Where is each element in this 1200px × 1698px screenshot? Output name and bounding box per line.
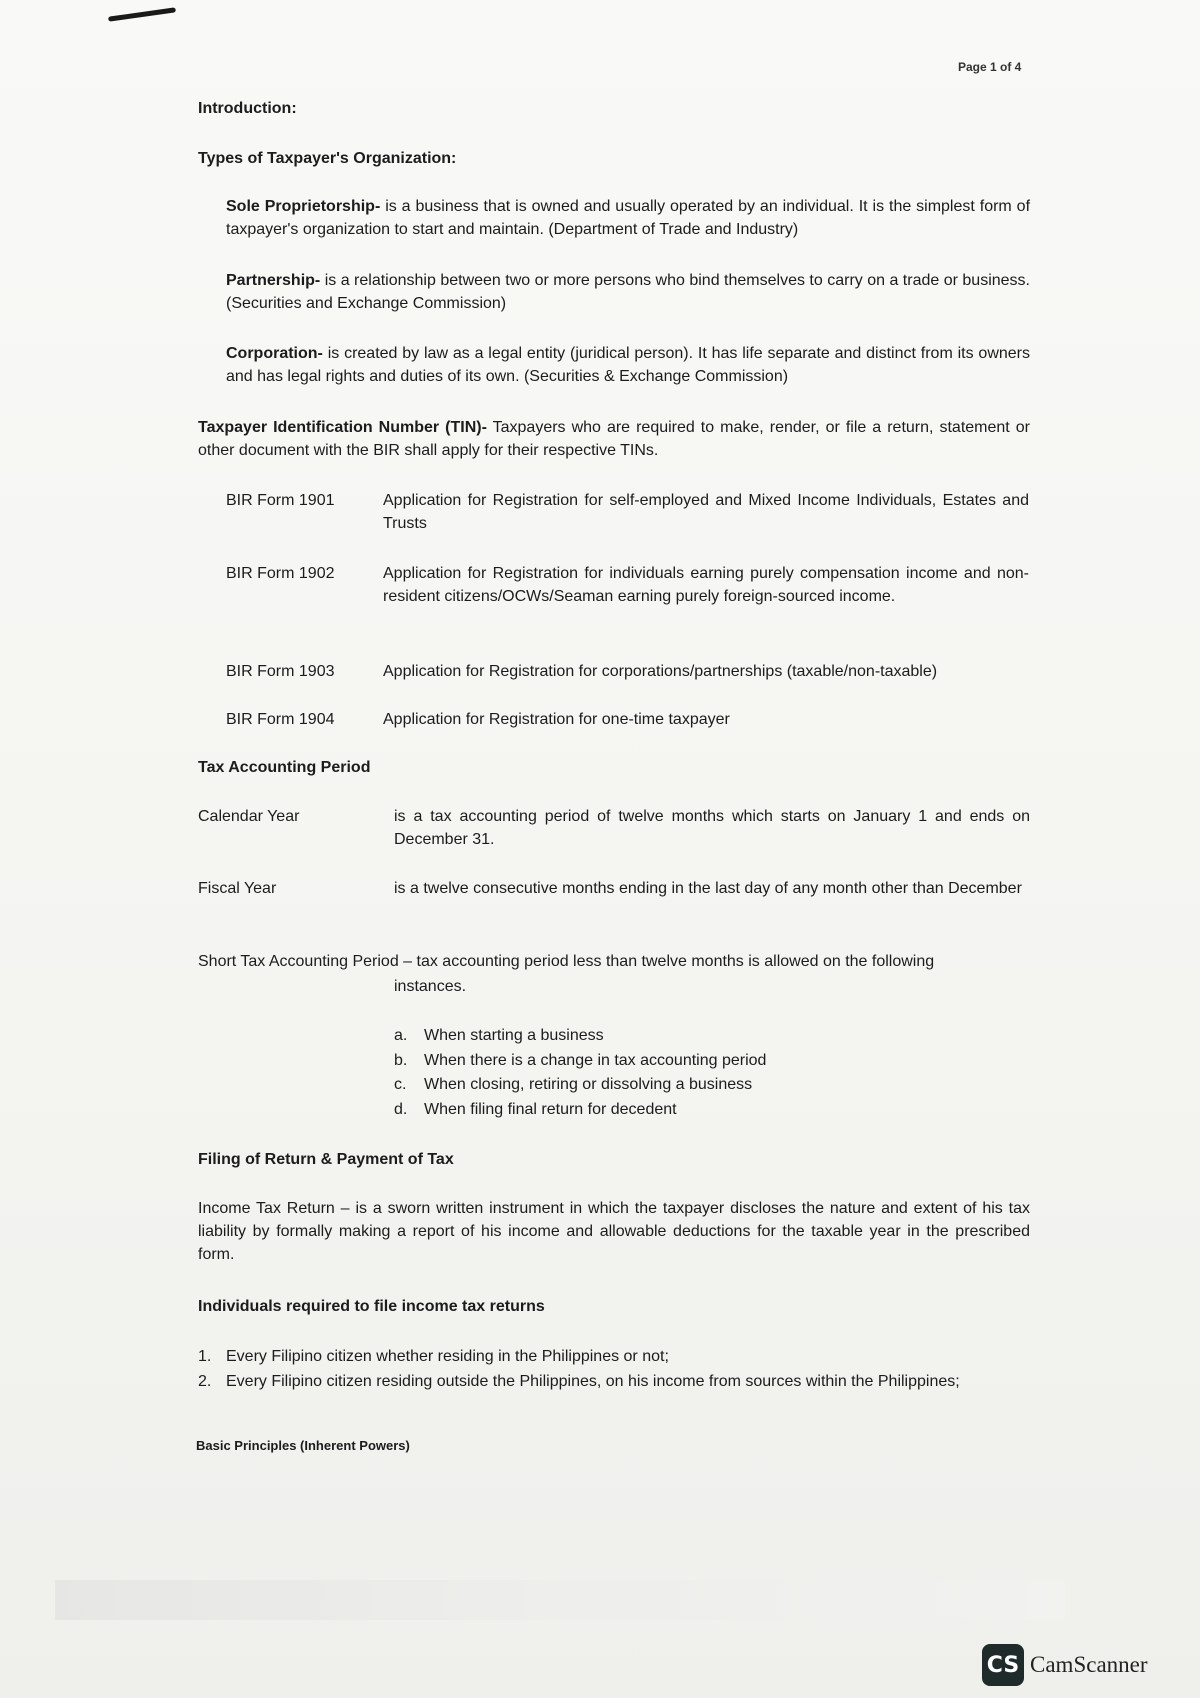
corporation-definition: [226, 342, 1030, 388]
numbered-item: [198, 1370, 1030, 1393]
period-definition: is a tax accounting period of twelve months which starts on January 1 and ends on December 31.: [394, 808, 1030, 848]
list-text: When there is a change in tax accounting period: [424, 1052, 767, 1069]
term: Partnership-: [226, 272, 321, 289]
bir-form-code: BIR Form 1901: [226, 492, 335, 509]
filing-heading: Filing of Return & Payment of Tax: [198, 1151, 454, 1168]
tax-period-heading: Tax Accounting Period: [198, 759, 371, 776]
list-item: [394, 1098, 677, 1122]
item-text: Every Filipino citizen residing outside the Philippines, on his income from sources within the Philippines;: [226, 1373, 960, 1390]
bir-form-description: Application for Registration for corporations/partnerships (taxable/non-taxable): [383, 663, 938, 680]
bir-form-description: Application for Registration for self-employed and Mixed Income Individuals, Estates and Trusts: [383, 492, 1029, 532]
definition: is a business that is owned and usually operated by an individual. It is the simplest form of taxpayer's organization to start and maintain. (Department of Trade and Industry): [226, 198, 1031, 238]
bir-form-code: BIR Form 1903: [226, 663, 335, 680]
list-text: When filing final return for decedent: [424, 1101, 677, 1118]
page-number: Page 1 of 4: [958, 60, 1022, 74]
types-heading: Types of Taxpayer's Organization:: [198, 150, 457, 167]
numbered-item: [198, 1345, 1030, 1368]
period-term: Fiscal Year: [198, 880, 277, 897]
list-marker: a.: [394, 1027, 408, 1044]
item-number: 2.: [198, 1373, 212, 1390]
item-text: Every Filipino citizen whether residing in the Philippines or not;: [226, 1348, 669, 1365]
list-marker: c.: [394, 1076, 407, 1093]
definition: Taxpayers who are required to make, render, or file a return, statement or other document with the BIR shall apply for their respective TINs.: [198, 419, 1030, 459]
list-item: [394, 1073, 752, 1097]
term: Taxpayer Identification Number (TIN)-: [198, 419, 487, 436]
bir-form-code: BIR Form 1904: [226, 711, 335, 728]
definition: is a relationship between two or more persons who bind themselves to carry on a trade or business. (Securities and Exchange Commission): [226, 272, 1030, 312]
list-item: [394, 1049, 766, 1073]
individuals-heading: Individuals required to file income tax returns: [198, 1298, 545, 1315]
income-tax-return-definition: Income Tax Return – is a sworn written instrument in which the taxpayer discloses the nature and extent of his tax liability by formally making a report of his income and allowable deductions for the taxable year in the prescribed form.: [198, 1200, 1030, 1263]
term: Sole Proprietorship-: [226, 198, 381, 215]
item-number: 1.: [198, 1348, 212, 1365]
partnership-definition: [226, 269, 1030, 315]
bir-form-description: Application for Registration for individuals earning purely compensation income and non-resident citizens/OCWs/Seaman earning purely foreign-sourced income.: [383, 565, 1029, 605]
camscanner-name: CamScanner: [1030, 1652, 1148, 1677]
short-period-lead: Short Tax Accounting Period – tax accounting period less than twelve months is allowed on the following: [198, 953, 935, 970]
short-period-cont: instances.: [394, 978, 467, 995]
footer-note: Basic Principles (Inherent Powers): [196, 1438, 410, 1453]
period-term: Calendar Year: [198, 808, 300, 825]
sole-proprietorship-definition: [226, 195, 1030, 241]
camscanner-watermark: [982, 1644, 1148, 1686]
bir-form-code: BIR Form 1902: [226, 565, 335, 582]
term: Corporation-: [226, 345, 323, 362]
tin-definition: [198, 416, 1030, 462]
list-text: When closing, retiring or dissolving a business: [424, 1076, 753, 1093]
period-definition: is a twelve consecutive months ending in the last day of any month other than December: [394, 880, 1022, 897]
definition: is created by law as a legal entity (juridical person). It has life separate and distinct from its owners and has legal rights and duties of its own. (Securities & Exchange Commission): [226, 345, 1030, 385]
page-edge-shadow: [55, 1580, 1065, 1620]
list-item: [394, 1024, 604, 1048]
bir-form-description: Application for Registration for one-time taxpayer: [383, 711, 730, 728]
introduction-heading: Introduction:: [198, 100, 297, 117]
list-marker: b.: [394, 1052, 408, 1069]
list-marker: d.: [394, 1101, 408, 1118]
list-text: When starting a business: [424, 1027, 604, 1044]
camscanner-badge-icon: CS: [982, 1644, 1024, 1686]
